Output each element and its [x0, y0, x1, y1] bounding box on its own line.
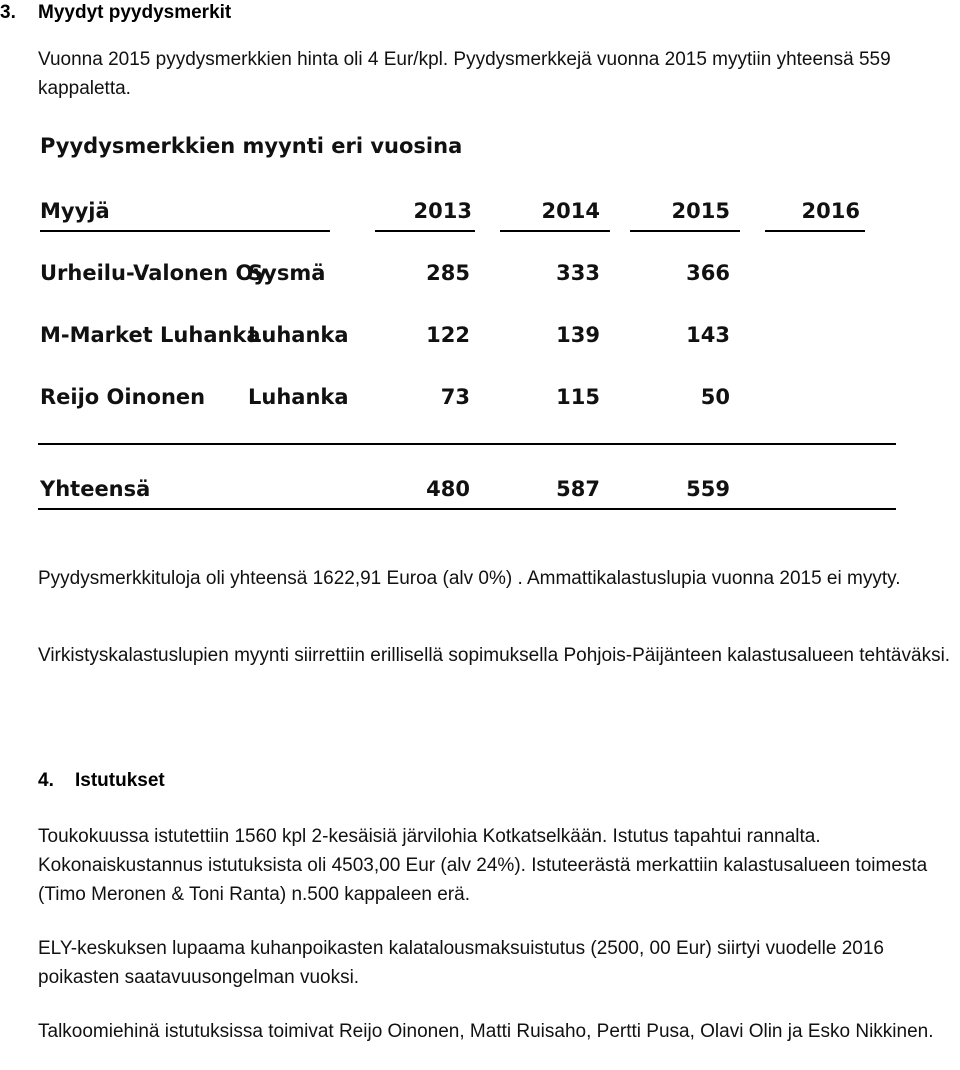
section-3-intro: Vuonna 2015 pyydysmerkkien hinta oli 4 Eur/kpl. Pyydysmerkkejä vuonna 2015 myytiin yhteensä 559 kappaletta.: [38, 49, 891, 99]
section-3-number: 3.: [0, 2, 16, 23]
row-2-seller: M-Market Luhanka: [40, 323, 261, 347]
stocking-paragraph: Toukokuussa istutettiin 1560 kpl 2-kesäisiä järvilohia Kotkatselkään. Istutus tapahtui rannalta. Kokonaiskustannus istutuksista oli 4503,00 Eur (alv 24%). Istuteerästä merkattiin kalastusalueen toimesta (Timo Meronen & Toni Ranta) n.500 kappaleen erä.: [38, 826, 928, 905]
total-separator: [38, 443, 896, 445]
header-underline-seller: [40, 230, 330, 232]
table-title: Pyydysmerkkien myynti eri vuosina: [40, 134, 463, 158]
header-year-2015: 2015: [671, 199, 730, 223]
row-2-2015: 143: [686, 323, 730, 347]
total-label: Yhteensä: [40, 477, 151, 501]
license-paragraph: Virkistyskalastuslupien myynti siirrettiin erillisellä sopimuksella Pohjois-Päijänteen kalastusalueen tehtäväksi.: [38, 645, 951, 666]
row-3-2015: 50: [700, 385, 730, 409]
total-2014: 587: [556, 477, 600, 501]
header-year-2016: 2016: [801, 199, 860, 223]
header-year-2013: 2013: [413, 199, 472, 223]
row-2-place: Luhanka: [248, 323, 349, 347]
row-1-2014: 333: [556, 261, 600, 285]
row-3-seller: Reijo Oinonen: [40, 385, 206, 409]
header-year-2014: 2014: [541, 199, 600, 223]
row-1-2015: 366: [686, 261, 730, 285]
section-4-number: 4.: [38, 770, 54, 791]
row-1-place: Sysmä: [248, 261, 326, 285]
header-underline-2015: [630, 230, 740, 232]
ely-paragraph: ELY-keskuksen lupaama kuhanpoikasten kalatalousmaksuistutus (2500, 00 Eur) siirtyi vuodelle 2016 poikasten saatavuusongelman vuoksi.: [38, 938, 884, 988]
row-2-2014: 139: [556, 323, 600, 347]
table-bottom-rule: [38, 508, 896, 510]
header-seller: Myyjä: [40, 199, 110, 223]
section-4-title: Istutukset: [75, 770, 165, 791]
header-underline-2013: [375, 230, 475, 232]
header-underline-2016: [765, 230, 865, 232]
header-underline-2014: [500, 230, 610, 232]
sales-table: [0, 125, 960, 525]
volunteers-paragraph: Talkoomiehinä istutuksissa toimivat Reijo Oinonen, Matti Ruisaho, Pertti Pusa, Olavi Olin ja Esko Nikkinen.: [38, 1021, 934, 1042]
total-2013: 480: [426, 477, 470, 501]
row-3-place: Luhanka: [248, 385, 349, 409]
total-2015: 559: [686, 477, 730, 501]
row-3-2013: 73: [440, 385, 470, 409]
row-1-2013: 285: [426, 261, 470, 285]
row-2-2013: 122: [426, 323, 470, 347]
row-1-seller: Urheilu-Valonen Oy: [40, 261, 268, 285]
revenue-paragraph: Pyydysmerkkituloja oli yhteensä 1622,91 Euroa (alv 0%) . Ammattikalastuslupia vuonna 2015 ei myyty.: [38, 568, 901, 589]
section-3-title: Myydyt pyydysmerkit: [38, 2, 232, 23]
row-3-2014: 115: [556, 385, 600, 409]
